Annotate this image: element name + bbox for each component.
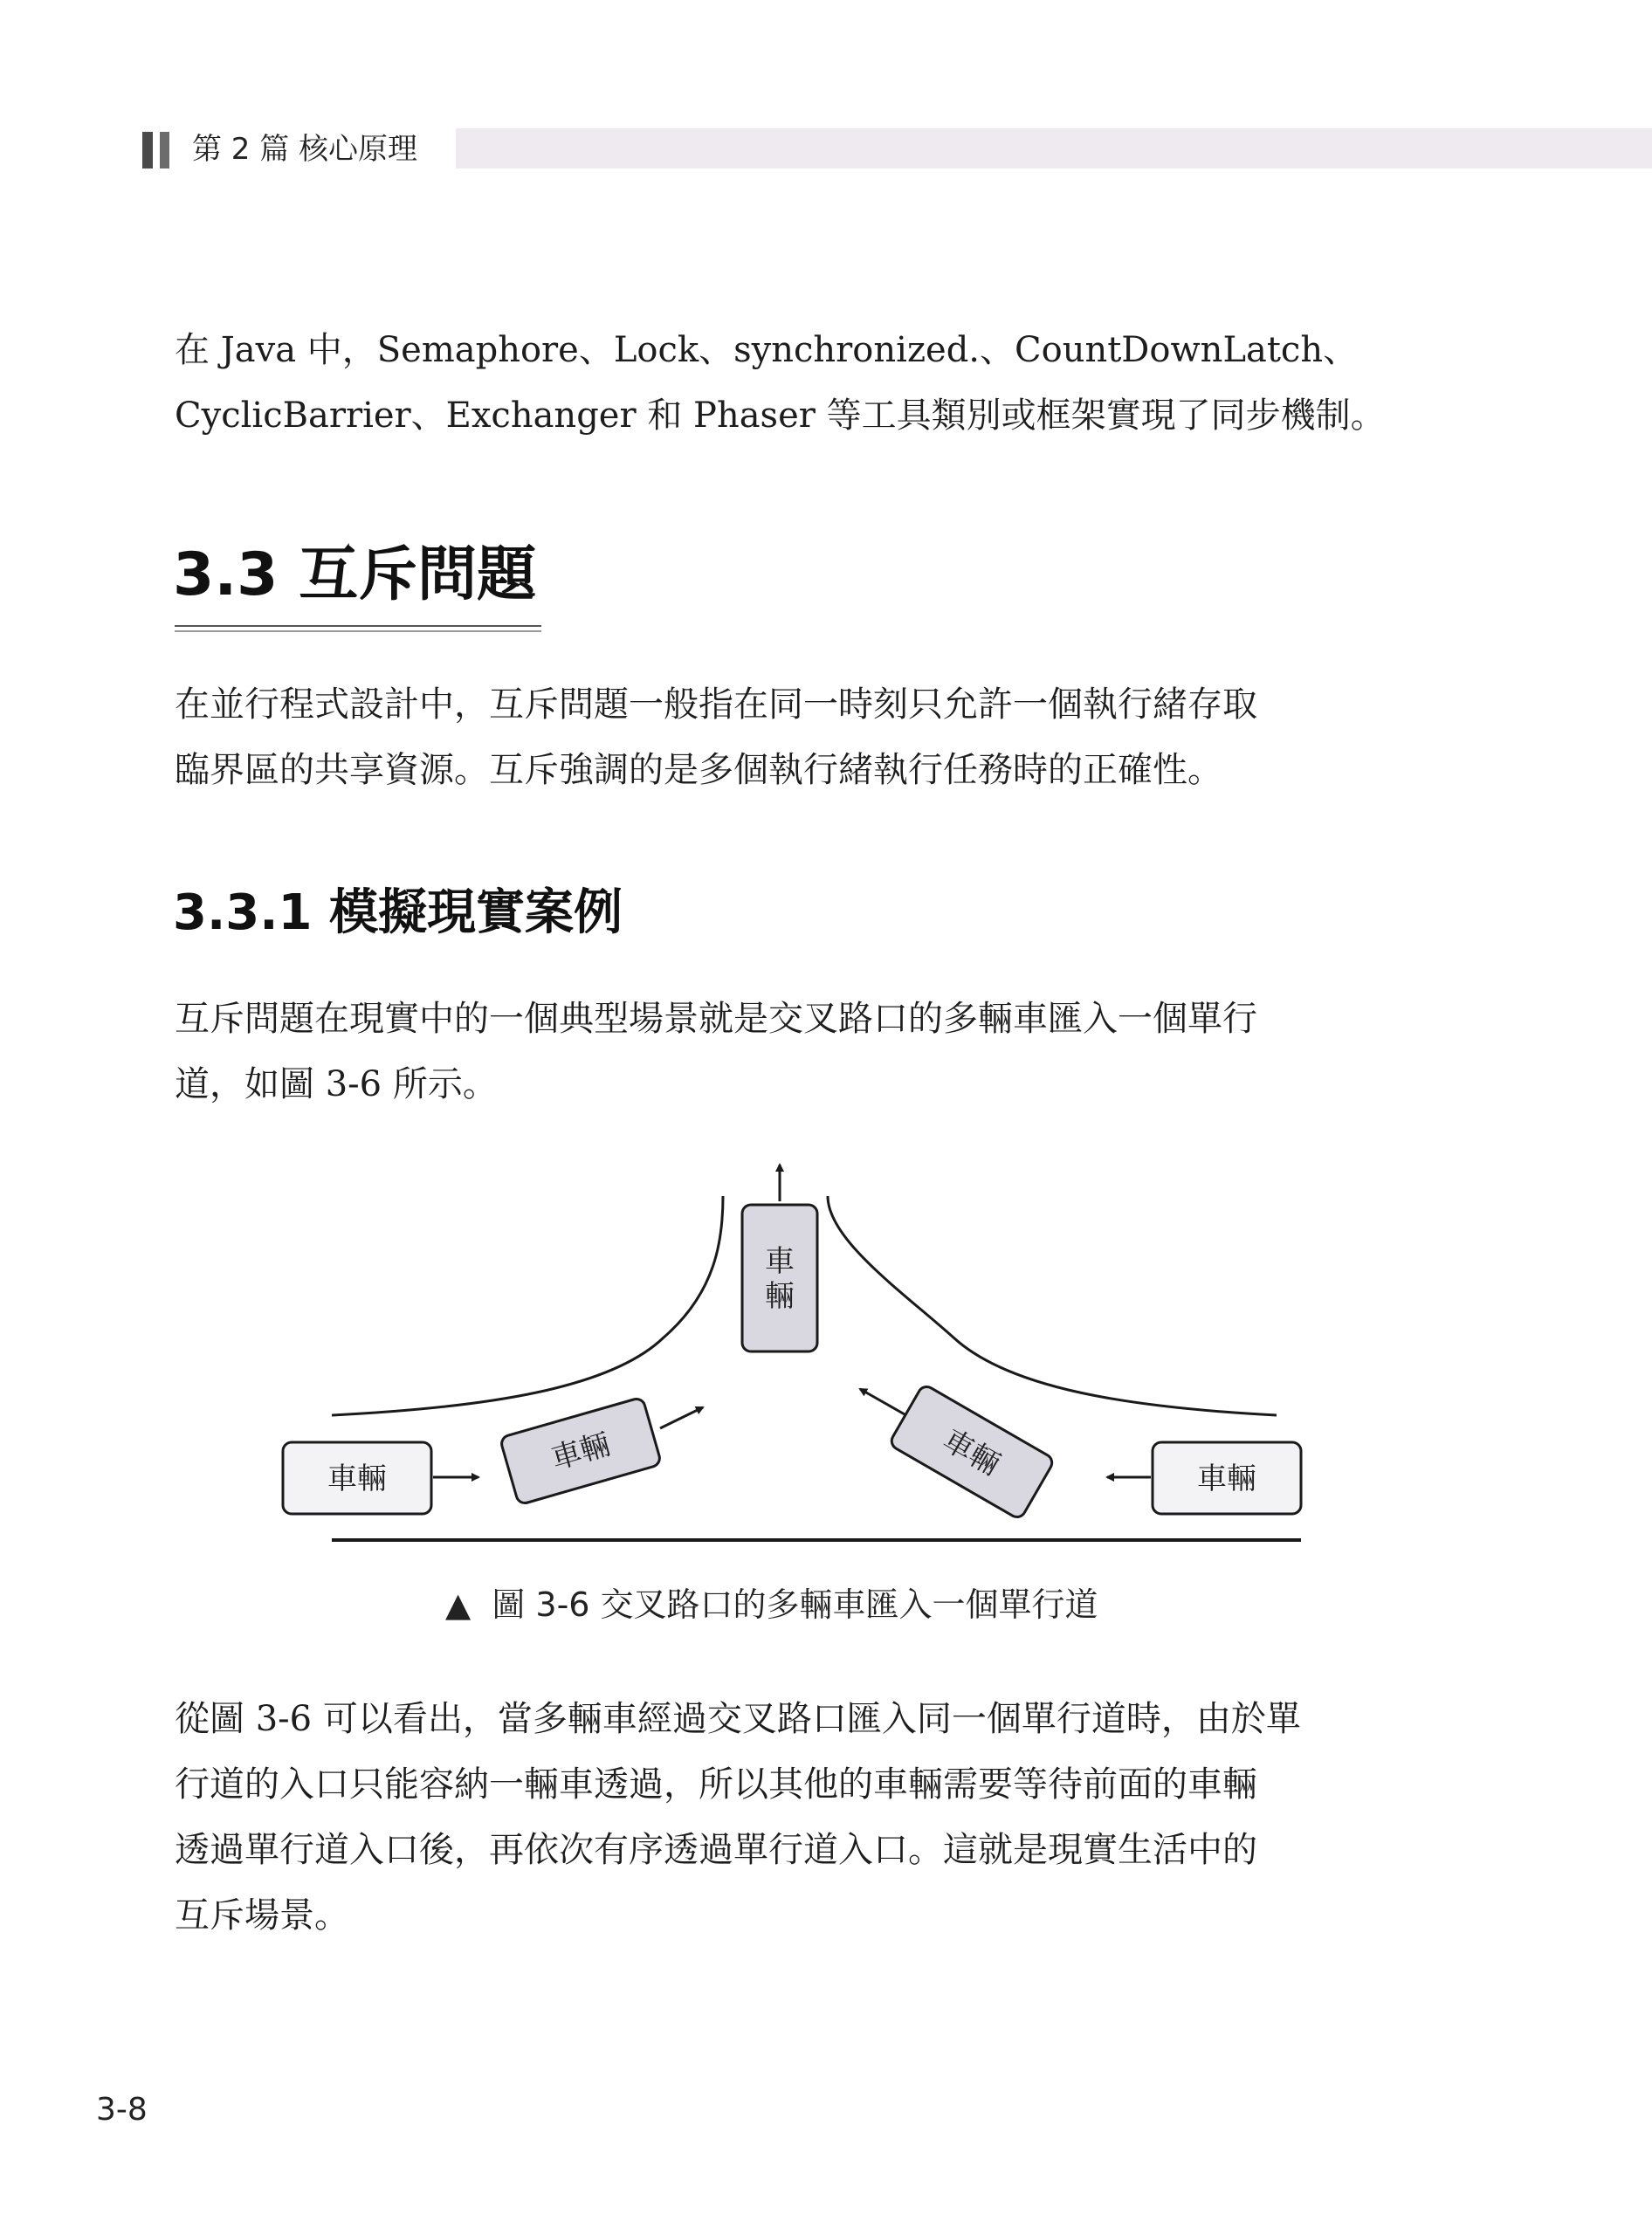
vehicle-top [742, 1205, 817, 1351]
paragraph-line: 在並行程式設計中，互斥問題一般指在同一時刻只允許一個執行緒存取 [175, 684, 1257, 725]
paragraph-line: 互斥場景。 [175, 1895, 349, 1936]
caption-marker-icon: ▲ [445, 1585, 472, 1624]
chapter-label: 第 2 篇 核心原理 [192, 132, 418, 167]
paragraph-line: 行道的入口只能容納一輛車透過，所以其他的車輛需要等待前面的車輛 [175, 1764, 1257, 1805]
paragraph-line: 道，如圖 3-6 所示。 [175, 1064, 498, 1104]
vehicle-label: 車 [765, 1244, 795, 1279]
vehicle-label: 車輛 [547, 1427, 615, 1477]
caption-text: 圖 3-6 交叉路口的多輛車匯入一個單行道 [492, 1585, 1098, 1624]
vehicle-right-merging [889, 1384, 1056, 1520]
vehicle-label: 車輛 [327, 1461, 387, 1496]
vehicle-label: 車輛 [937, 1422, 1006, 1483]
figure-caption [445, 1580, 1098, 1629]
road-edge-left-curve [332, 1196, 723, 1415]
paragraph-explanation [175, 1687, 1415, 1949]
paragraph-line: 互斥問題在現實中的一個典型場景就是交叉路口的多輛車匯入一個單行 [175, 999, 1257, 1039]
road-edge-right-curve [828, 1196, 1277, 1415]
arrow-up-left [860, 1389, 905, 1414]
arrow-up-right [660, 1407, 703, 1428]
paragraph-line: 在 Java 中，Semaphore、Lock、synchronized.、CountDownLatch、 [175, 330, 1359, 370]
section-heading: 3.3 互斥問題 [173, 540, 537, 609]
paragraph-line: CyclicBarrier、Exchanger 和 Phaser 等工具類別或框架實現了同步機制。 [175, 395, 1386, 436]
vehicle-left-waiting [283, 1442, 431, 1514]
paragraph-line: 透過單行道入口後，再依次有序透過單行道入口。這就是現實生活中的 [175, 1830, 1257, 1870]
vehicle-label: 輛 [765, 1279, 795, 1314]
page-number: 3-8 [96, 2092, 148, 2128]
subsection-heading: 3.3.1 模擬現實案例 [173, 884, 623, 941]
paragraph-line: 臨界區的共享資源。互斥強調的是多個執行緒執行任務時的正確性。 [175, 750, 1222, 790]
paragraph-line: 從圖 3-6 可以看出，當多輛車經過交叉路口匯入同一個單行道時，由於單 [175, 1699, 1301, 1739]
vehicle-right-waiting [1153, 1442, 1301, 1514]
vehicle-left-merging [499, 1397, 661, 1505]
vehicle-label: 車輛 [1197, 1461, 1256, 1496]
